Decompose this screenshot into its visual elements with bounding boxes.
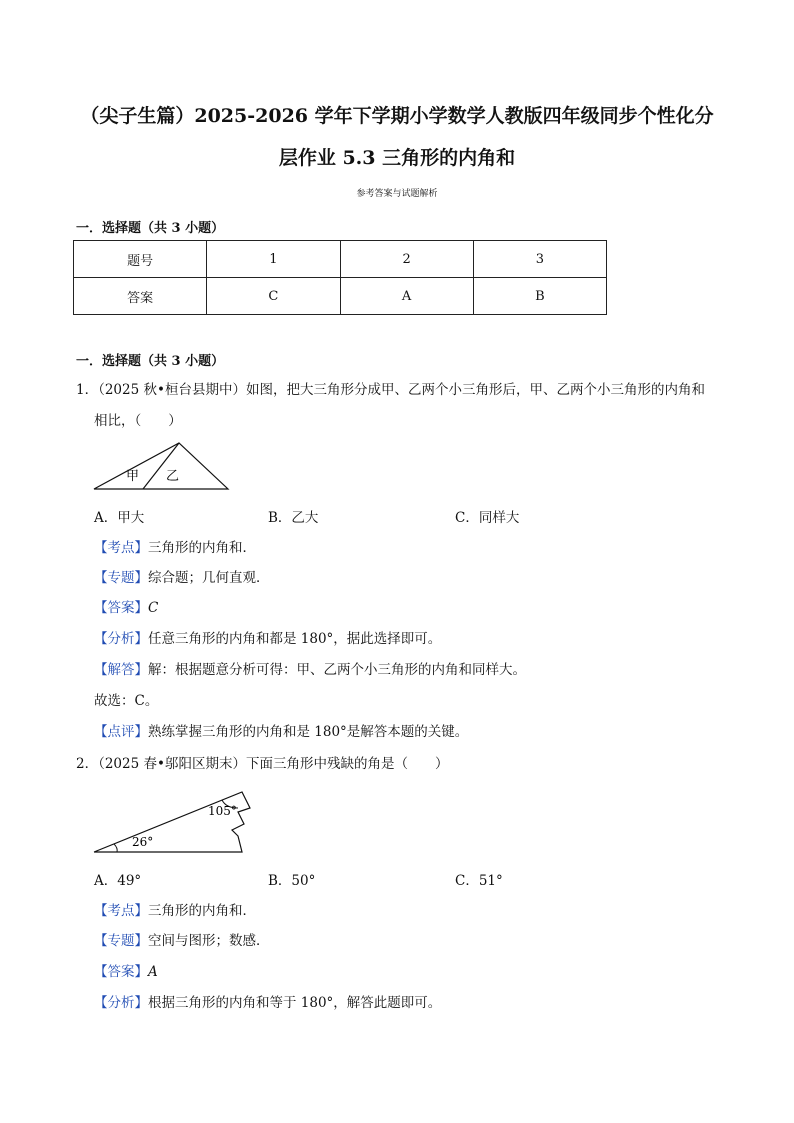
q1-stem-line1: 1．（2025 秋•桓台县期中）如图，把大三角形分成甲、乙两个小三角形后，甲、乙两个小三角形的内角和	[76, 382, 705, 398]
fig-label-105: 105°	[208, 804, 237, 818]
q2-option-b: B．50°	[268, 873, 316, 889]
table-cell: 2	[340, 241, 473, 278]
q1-answer: 【答案】C	[94, 600, 159, 616]
q1-option-b: B．乙大	[268, 510, 319, 526]
tag-label: 【分析】	[94, 631, 148, 647]
subtitle: 参考答案与试题解析	[356, 189, 438, 199]
tag-label: 【分析】	[94, 995, 148, 1011]
section-heading-1: 一．选择题（共 3 小题）	[76, 221, 225, 236]
q1-triangle-figure	[92, 440, 232, 492]
page-title-line2: 层作业 5.3 三角形的内角和	[278, 147, 516, 169]
tag-label: 【专题】	[94, 570, 148, 586]
tag-label: 【解答】	[94, 662, 148, 678]
tag-label: 【点评】	[94, 724, 148, 740]
q1-option-c: C．同样大	[455, 510, 520, 526]
tag-label: 【考点】	[94, 903, 148, 919]
q2-stem: 2．（2025 春•邬阳区期末）下面三角形中残缺的角是（ ）	[76, 756, 449, 772]
table-cell: B	[473, 278, 606, 315]
table-row	[74, 241, 607, 278]
tag-label: 【专题】	[94, 933, 148, 949]
tag-label: 【答案】	[94, 964, 148, 980]
page-title-line1: （尖子生篇）2025-2026 学年下学期小学数学人教版四年级同步个性化分	[80, 105, 714, 127]
q1-stem-line2: 相比，（ ）	[94, 413, 182, 429]
q2-triangle-figure	[92, 786, 257, 856]
q1-solution: 【解答】解：根据题意分析可得：甲、乙两个小三角形的内角和同样大。	[94, 662, 526, 678]
tag-label: 【答案】	[94, 600, 148, 616]
q1-comment: 【点评】熟练掌握三角形的内角和是 180°是解答本题的关键。	[94, 724, 469, 740]
q1-choice: 故选：C。	[94, 693, 159, 709]
q1-zhuanti: 【专题】综合题；几何直观．	[94, 570, 270, 586]
fig-label-26: 26°	[132, 835, 154, 849]
fig-label-jia: 甲	[126, 469, 140, 484]
table-cell: 3	[473, 241, 606, 278]
q1-kaodian: 【考点】三角形的内角和．	[94, 540, 256, 556]
table-cell: C	[207, 278, 340, 315]
answer-table	[73, 240, 607, 315]
q2-zhuanti: 【专题】空间与图形；数感．	[94, 933, 270, 949]
fig-label-yi: 乙	[166, 469, 180, 484]
table-row	[74, 278, 607, 315]
q1-analysis: 【分析】任意三角形的内角和都是 180°，据此选择即可。	[94, 631, 442, 647]
table-cell: A	[340, 278, 473, 315]
q2-option-c: C．51°	[455, 873, 503, 889]
q2-option-a: A．49°	[94, 873, 142, 889]
table-cell: 答案	[74, 278, 207, 315]
q1-option-a: A．甲大	[94, 510, 145, 526]
q2-answer: 【答案】A	[94, 964, 158, 980]
q2-analysis: 【分析】根据三角形的内角和等于 180°，解答此题即可。	[94, 995, 442, 1011]
table-cell: 题号	[74, 241, 207, 278]
table-cell: 1	[207, 241, 340, 278]
section-heading-2: 一．选择题（共 3 小题）	[76, 354, 225, 369]
q2-kaodian: 【考点】三角形的内角和．	[94, 903, 256, 919]
tag-label: 【考点】	[94, 540, 148, 556]
